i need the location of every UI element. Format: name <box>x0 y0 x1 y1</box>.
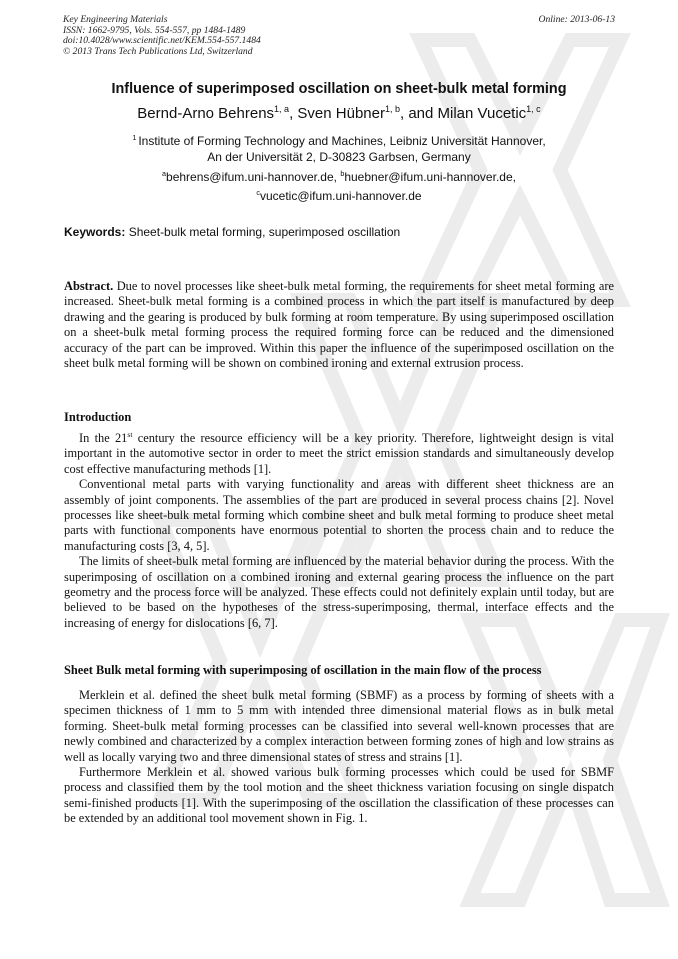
keywords <box>64 225 616 239</box>
paragraph: Merklein et al. defined the sheet bulk metal forming (SBMF) as a process by forming of sheets with a specimen thickness of 1 mm to 5 mm with intended three dimensional material flows as in bulk metal forming. Sheet-bulk metal forming processes can be classified into several well-known processes that are newly combined and characterized by a complex interaction between forming zones of high and low strains as well as locally varying two and three dimensional states of stress and strains [1]. <box>64 688 614 764</box>
author-affiliation-mark: 1, a <box>274 104 290 114</box>
abstract <box>64 279 614 371</box>
online-date: Online: 2013-06-13 <box>538 14 615 25</box>
journal-name: Key Engineering Materials <box>63 14 168 25</box>
author-affiliation-mark: 1, c <box>526 104 541 114</box>
paper-title: Influence of superimposed oscillation on sheet-bulk metal forming <box>111 81 567 97</box>
section-heading-sbmf: Sheet Bulk metal forming with superimposing of oscillation in the main flow of the process <box>64 663 542 677</box>
paragraph: The limits of sheet-bulk metal forming are influenced by the material behavior during the process. With the superimposing of oscillation on a combined ironing and external gearing process the influence on the part geometry and the process force will be analyzed. These effects could not definitely explain until today, but are believed to be based on the hypotheses of the stress-superimposing, thermal, interface effects and the increasing of energy for dislocations [6, 7]. <box>64 554 614 630</box>
keywords-text: Sheet-bulk metal forming, superimposed oscillation <box>128 225 401 239</box>
section-heading-introduction: Introduction <box>64 410 132 424</box>
paragraph: In the 21st century the resource efficiency will be a key priority. Therefore, lightweight design is vital important in the automotive sector in order to meet the strict emission standards and simultaneously develop cost effective manufacturing methods [1]. <box>64 429 615 476</box>
copyright-line: © 2013 Trans Tech Publications Ltd, Switzerland <box>63 45 253 57</box>
email-link[interactable]: behrens@ifum.uni-hannover.de <box>166 170 334 184</box>
email-link[interactable]: huebner@ifum.uni-hannover.de <box>344 170 513 184</box>
paragraph: Furthermore Merklein et al. showed various bulk forming processes which could be used for SBMF process and classified them by the tool motion and the sheet thickness variation focusing on single dispatch semi-finished products [1]. With the superimposing of the oscillation the classification of these processes can be extended by an additional tool movement shown in Fig. 1. <box>64 765 614 826</box>
author-name: Bernd-Arno Behrens <box>137 105 275 122</box>
section-introduction <box>64 431 614 631</box>
author-list: Bernd-Arno Behrens$^{1, a}$, Sven Hübner$^{1, b}$, and Milan Vucetic$^{1, c}$ <box>137 104 541 122</box>
email-list: $^a$behrens@ifum.uni-hannover.de, $^b$huebner@ifum.uni-hannover.de, $^c$vucetic@ifum.uni-hannover.de <box>162 169 516 203</box>
keywords-label: Keywords: <box>64 225 126 239</box>
doi-line: doi:10.4028/www.scientific.net/KEM.554-557.1484 <box>63 35 261 47</box>
issn-line: ISSN: 1662-9795, Vols. 554-557, pp 1484-1489 <box>63 24 246 36</box>
section-sbmf <box>64 688 614 827</box>
author-name: Sven Hübner <box>297 105 385 122</box>
abstract-text: Due to novel processes like sheet-bulk metal forming, the requirements for sheet metal forming are increased. Sheet-bulk metal forming is a combined process in which the part itself is manufactured by deep drawing and the gearing is produced by bulk forming at room temperature. By using superimposed oscillation on a sheet-bulk metal forming process the required forming force can be reduced and the dimensioned accuracy of the part can be improved. Within this paper the influence of the superimposed oscillation on the sheet bulk metal forming will be shown on combined ironing and external extrusion process. <box>64 279 614 371</box>
affiliation: $^1$ Institute of Forming Technology and Machines, Leibniz Universität Hannover, An der Universität 2, D-30823 Garbsen, Germany <box>132 133 546 164</box>
author-affiliation-mark: 1, b <box>384 104 400 114</box>
abstract-label: Abstract. <box>64 279 114 293</box>
paragraph: Conventional metal parts with varying functionality and areas with different sheet thickness are an assembly of joint components. The assemblies of the part are produced in several process chains [2]. Novel processes like sheet-bulk metal forming which combine sheet and bulk metal forming to produce sheet metal parts with functional components have enormous potential to shorten the process chain and to reduce the manufacturing costs [3, 4, 5]. <box>64 477 614 553</box>
journal-header <box>63 15 615 57</box>
email-link[interactable]: vucetic@ifum.uni-hannover.de <box>259 189 422 203</box>
author-name: Milan Vucetic <box>437 105 527 122</box>
